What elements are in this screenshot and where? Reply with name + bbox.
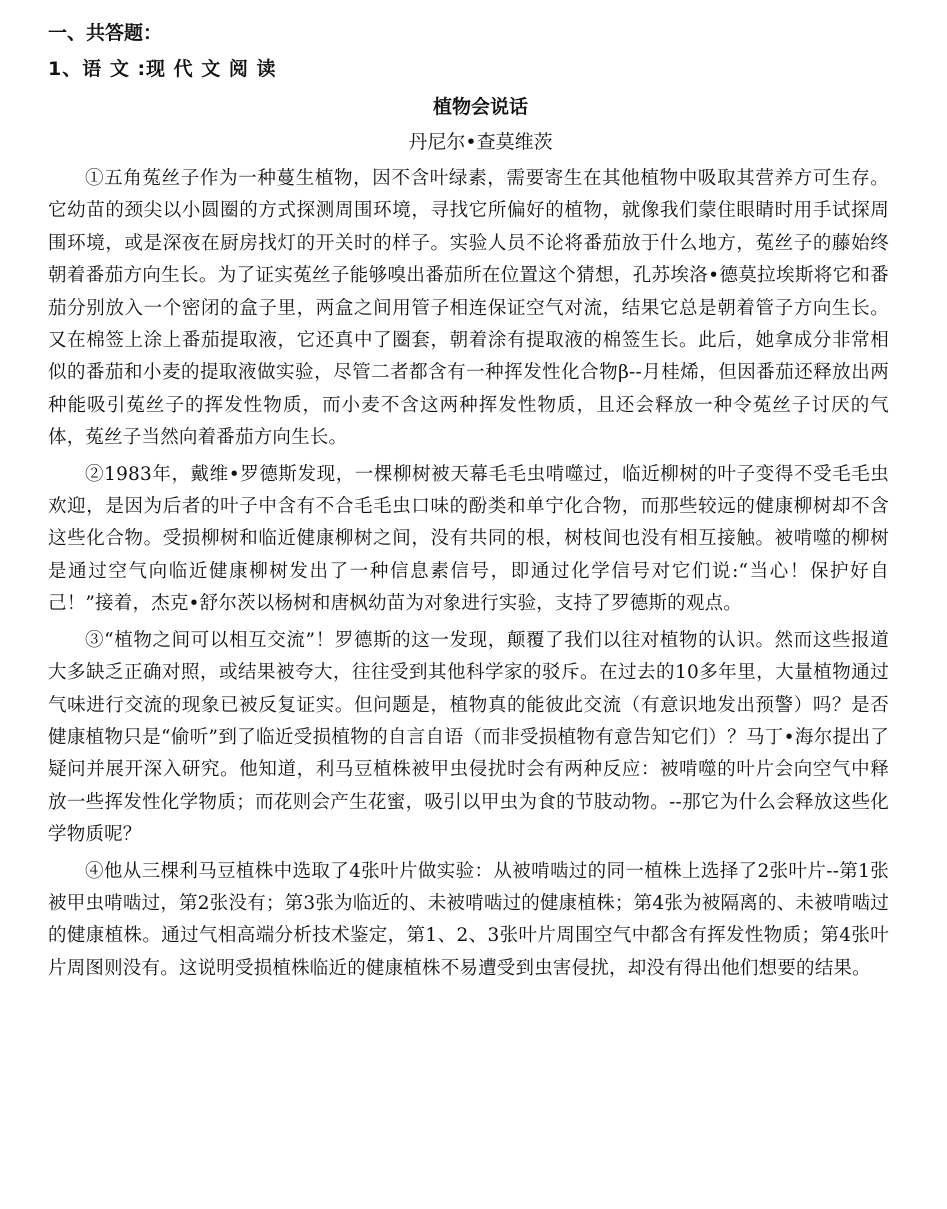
- sub-heading: 1、语 文 :现 代 文 阅 读: [48, 58, 277, 80]
- article-author: 丹尼尔•查莫维茨: [408, 131, 553, 153]
- article-paragraph-3: ③“植物之间可以相互交流”！罗德斯的这一发现，颠覆了我们以往对植物的认识。然而这些报道大多缺乏正确对照，或结果被夸大，往往受到其他科学家的驳斥。在过去的10多年里，大量植物通过气味进行交流的现象已被反复证实。但问题是，植物真的能彼此交流（有意识地发出预警）吗？是否健康植物只是“偷听”到了临近受损植物的自言自语（而非受损植物有意告知它们）？马丁•海尔提出了疑问并展开深入研究。他知道，利马豆植株被甲虫侵扰时会有两种反应：被啃噬的叶片会向空气中释放一些挥发性化学物质；而花则会产生花蜜，吸引以甲虫为食的节肢动物。--那它为什么会释放这些化学物质呢？: [48, 629, 889, 846]
- article-paragraph-4: ④他从三棵利马豆植株中选取了4张叶片做实验：从被啃啮过的同一植株上选择了2张叶片--第1张被甲虫啃啮过，第2张没有；第3张为临近的、未被啃啮过的健康植株；第4张为被隔离的、未被啃啮过的健康植株。通过气相高端分析技术鉴定，第1、2、3张叶片周围空气中都含有挥发性物质；第4张叶片周图则没有。这说明受损植株临近的健康植株不易遭受到虫害侵扰，却没有得出他们想要的结果。: [48, 860, 889, 979]
- article-paragraph-1: ①五角菟丝子作为一种蔓生植物，因不含叶绿素，需要寄生在其他植物中吸取其营养方可生存。它幼苗的颈尖以小圆圈的方式探测周围环境，寻找它所偏好的植物，就像我们蒙住眼睛时用手试探周围环境，或是深夜在厨房找灯的开关时的样子。实验人员不论将番茄放于什么地方，菟丝子的藤始终朝着番茄方向生长。为了证实菟丝子能够嗅出番茄所在位置这个猜想，孔苏埃洛•德莫拉埃斯将它和番茄分别放入一个密闭的盒子里，两盒之间用管子相连保证空气对流，结果它总是朝着管子方向生长。又在棉签上涂上番茄提取液，它还真中了圈套，朝着涂有提取液的棉签生长。此后，她拿成分非常相似的番茄和小麦的提取液做实验，尽管二者都含有一种挥发性化合物β--月桂烯，但因番茄还释放出两种能吸引菟丝子的挥发性物质，而小麦不含这两种挥发性物质，且还会释放一种令菟丝子讨厌的气体，菟丝子当然向着番茄方向生长。: [48, 168, 889, 449]
- section-heading: 一、共答题：: [48, 22, 163, 44]
- article-title: 植物会说话: [432, 96, 528, 118]
- article-paragraph-2: ②1983年，戴维•罗德斯发现，一棵柳树被天幕毛毛虫啃噬过，临近柳树的叶子变得不受毛毛虫欢迎，是因为后者的叶子中含有不合毛毛虫口味的酚类和单宁化合物，而那些较远的健康柳树却不含这些化合物。受损柳树和临近健康柳树之间，没有共同的根，树枝间也没有相互接触。被啃噬的柳树是通过空气向临近健康柳树发出了一种信息素信号，即通过化学信号对它们说:“当心！保护好自己！”接着，杰克•舒尔茨以杨树和唐枫幼苗为对象进行实验，支持了罗德斯的观点。: [48, 463, 889, 615]
